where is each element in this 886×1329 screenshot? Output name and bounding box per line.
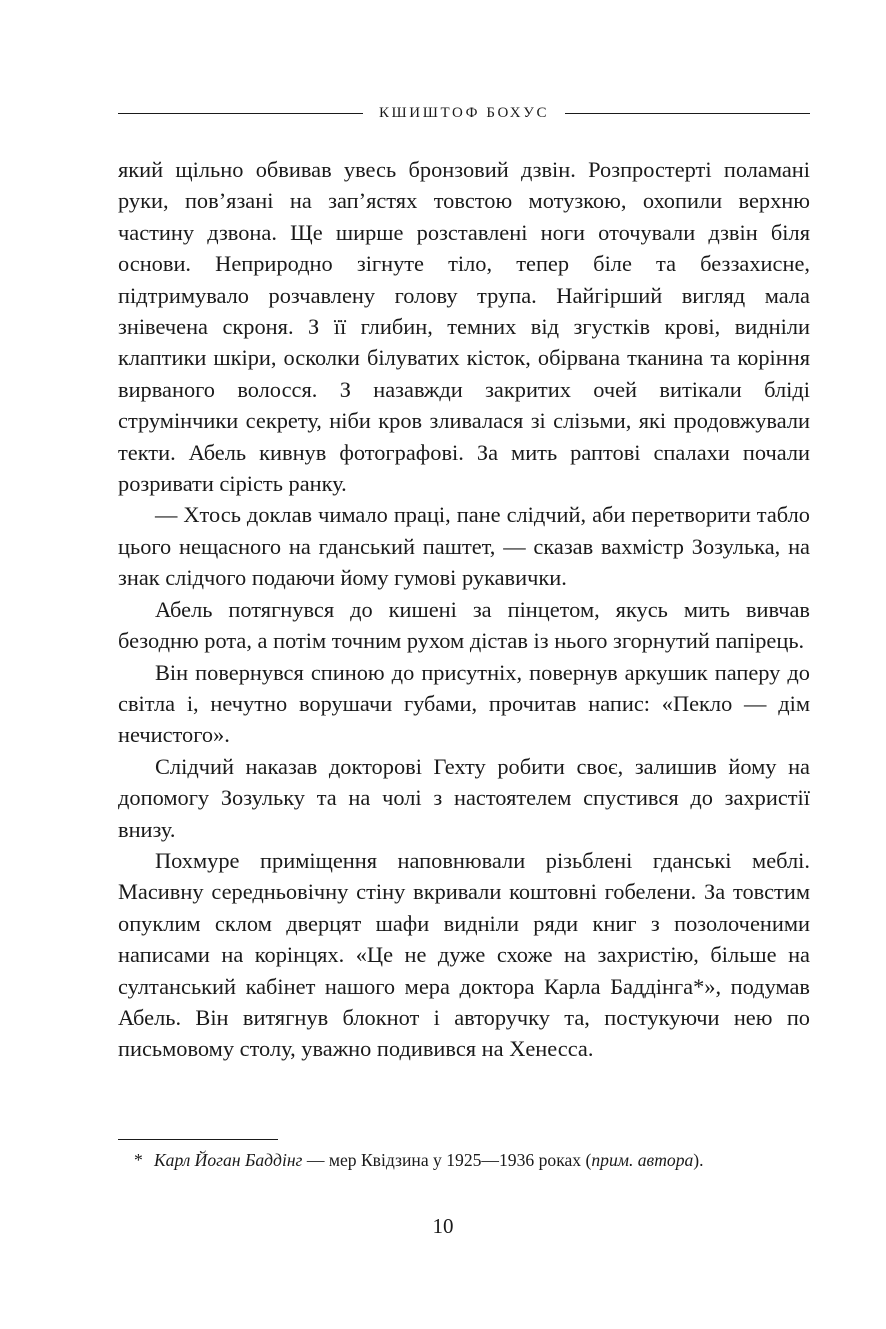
paragraph: який щільно обвивав увесь бронзовий дзвін. Розпростерті поламані руки, пов’язані на зап’ястях товстою мотузкою, охопили верхню частину дзвона. Ще ширше розставлені ноги оточували дзвін біля основи. Неприродно зігнуте тіло, тепер біле та беззахисне, підтримувало розчавлену голову трупа. Найгірший вигляд мала знівечена скроня. З її глибин, темних від згустків крові, видніли клаптики шкіри, осколки білуватих кісток, обірвана тканина та коріння вирваного волосся. З назавжди закритих очей витікали бліді струмінчики секрету, ніби кров зливалася зі слізьми, які продовжували текти. Абель кивнув фотографові. За мить раптові спалахи почали розривати сірість ранку. [118,157,810,497]
footnote-marker: * [134,1150,143,1170]
footnote-closing: ). [693,1150,704,1170]
running-title: КШИШТОФ БОХУС [378,104,550,121]
body-text [118,154,810,1065]
footnote-note: прим. автора [591,1150,694,1170]
header-rule-right [565,113,810,114]
paragraph: Похмуре приміщення наповнювали різьблені гданські меблі. Масивну середньовічну стіну вкривали коштовні гобелени. За товстим опуклим склом дверцят шафи видніли ряди книг з позолоченими написами на корінцях. «Це не дуже схоже на захристію, більше на султанський кабінет нашого мера доктора Карла Баддінга*», подумав Абель. Він витягнув блокнот і авторучку та, постукуючи нею по письмовому столу, уважно подивився на Хенесса. [118,847,810,1062]
header-rule-left [118,113,363,114]
running-header [118,101,810,125]
paragraph: Слідчий наказав докторові Гехту робити своє, залишив йому на допомогу Зозульку та на чолі з настоятелем спустився до захристії внизу. [118,753,810,842]
paragraph: — Хтось доклав чимало праці, пане слідчий, аби перетворити табло цього нещасного на гданський паштет, — сказав вахмістр Зозулька, на знак слідчого подаючи йому гумові рукавички. [118,502,810,591]
footnote [134,1147,810,1173]
footnote-rule [118,1139,278,1140]
footnote-name: Карл Йоган Баддінг [154,1150,303,1170]
paragraph: Абель потягнувся до кишені за пінцетом, якусь мить вивчав безодню рота, а потім точним рухом дістав із нього згорнутий папірець. [118,596,810,654]
footnote-text: — мер Квідзина у 1925—1936 роках ( [302,1150,592,1170]
page-number: 10 [432,1214,454,1238]
paragraph: Він повернувся спиною до присутніх, повернув аркушик паперу до світла і, нечутно ворушачи губами, прочитав напис: «Пекло — дім нечистого». [118,659,810,748]
